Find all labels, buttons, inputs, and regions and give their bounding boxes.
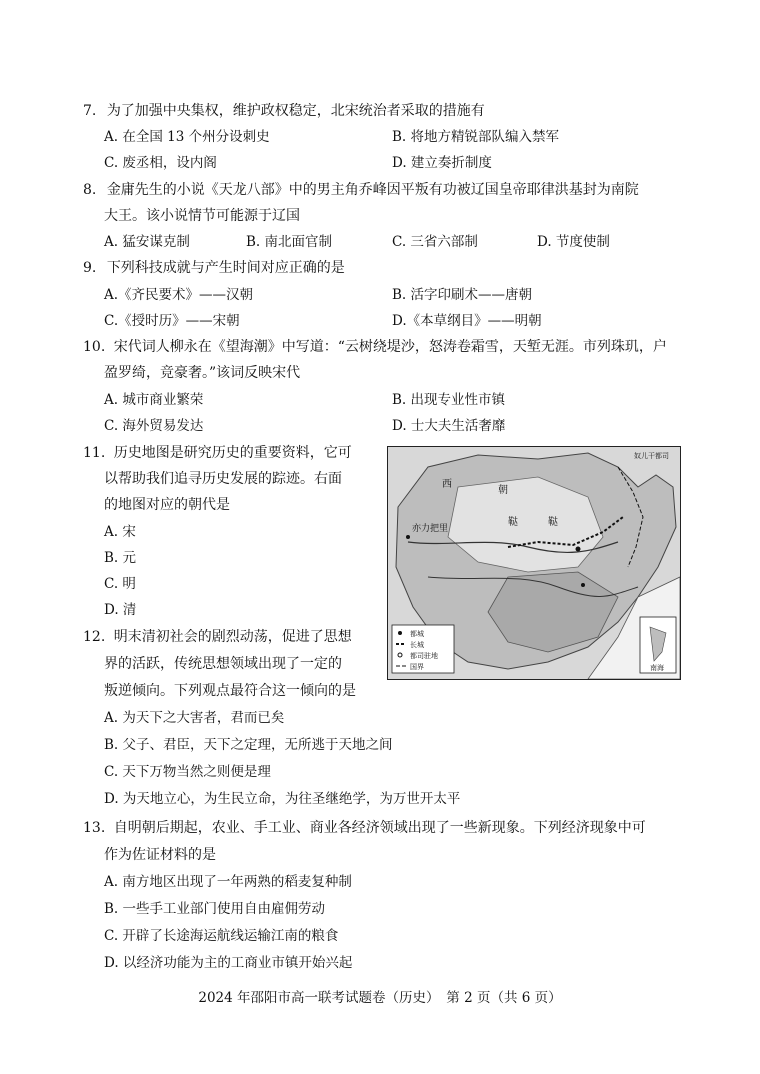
option-d[interactable]: D. 士大夫生活奢靡 (392, 418, 506, 434)
option-c[interactable]: C. 海外贸易发达 (104, 418, 204, 434)
option-d[interactable]: D. 建立奏折制度 (392, 155, 492, 171)
question-13 (83, 818, 646, 838)
question-9 (83, 258, 345, 278)
option-a[interactable]: A. 宋 (104, 524, 136, 540)
question-stem: 明末清初社会的剧烈动荡，促进了思想 (113, 629, 352, 645)
question-stem: 金庸先生的小说《天龙八部》中的男主角乔峰因平叛有功被辽国皇帝耶律洪基封为南院 (106, 182, 639, 198)
question-8 (83, 180, 639, 200)
historical-map (387, 446, 681, 680)
question-stem: 下列科技成就与产生时间对应正确的是 (106, 260, 345, 276)
question-stem: 为了加强中央集权，维护政权稳定，北宋统治者采取的措施有 (106, 103, 485, 119)
map-label: 西 (442, 479, 452, 490)
option-b[interactable]: B. 活字印刷术——唐朝 (392, 287, 533, 303)
option-b[interactable]: B. 将地方精锐部队编入禁军 (392, 129, 560, 145)
question-stem-line: 叛逆倾向。下列观点最符合这一倾向的是 (104, 683, 356, 699)
option-b[interactable]: B. 南北面官制 (246, 234, 333, 250)
map-label: 南海 (650, 664, 664, 672)
map-drawing (388, 447, 680, 679)
option-d[interactable]: D. 节度使制 (537, 234, 610, 250)
legend-item: 长城 (410, 641, 424, 649)
question-12 (83, 627, 352, 647)
question-number: 13. (83, 820, 106, 836)
page-footer: 2024 年邵阳市高一联考试题卷（历史） 第 2 页（共 6 页） (198, 990, 562, 1006)
option-d[interactable]: D. 清 (104, 602, 137, 618)
map-label: 鞑 (508, 517, 518, 528)
legend-item: 都城 (410, 630, 424, 638)
question-11 (83, 443, 352, 463)
question-number: 10. (83, 339, 106, 355)
question-stem-line: 界的活跃，传统思想领域出现了一定的 (104, 656, 342, 672)
option-b[interactable]: B. 元 (104, 550, 137, 566)
option-b[interactable]: B. 一些手工业部门使用自由雇佣劳动 (104, 901, 326, 917)
option-c[interactable]: C.《授时历》——宋朝 (104, 313, 240, 329)
question-10 (83, 337, 667, 357)
option-c[interactable]: C. 天下万物当然之则便是理 (104, 764, 271, 780)
question-number: 9. (83, 260, 97, 276)
option-a[interactable]: A. 猛安谋克制 (104, 234, 190, 250)
question-stem-line: 以帮助我们追寻历史发展的踪迹。右面 (104, 471, 342, 487)
option-c[interactable]: C. 三省六部制 (392, 234, 478, 250)
legend-item: 都司驻地 (410, 652, 438, 660)
question-stem: 宋代词人柳永在《望海潮》中写道：“云树绕堤沙，怒涛卷霜雪，天堑无涯。市列珠玑，户 (113, 339, 667, 355)
map-label: 亦力把里 (412, 524, 449, 534)
option-a[interactable]: A. 城市商业繁荣 (104, 392, 204, 408)
question-stem-line: 作为佐证材料的是 (104, 847, 216, 863)
option-a[interactable]: A. 为天下之大害者，君而已矣 (104, 710, 285, 726)
option-a[interactable]: A.《齐民要术》——汉朝 (104, 287, 254, 303)
option-a[interactable]: A. 在全国 13 个州分设刺史 (104, 129, 270, 145)
question-7 (83, 101, 485, 121)
question-stem: 自明朝后期起，农业、手工业、商业各经济领域出现了一些新现象。下列经济现象中可 (113, 820, 646, 836)
question-number: 7. (83, 103, 97, 119)
map-label: 奴儿干都司 (634, 452, 669, 460)
option-b[interactable]: B. 父子、君臣，天下之定理，无所逃于天地之间 (104, 737, 393, 753)
option-d[interactable]: D.《本草纲目》——明朝 (392, 313, 542, 329)
option-d[interactable]: D. 以经济功能为主的工商业市镇开始兴起 (104, 955, 353, 971)
map-label: 鞑 (548, 517, 558, 528)
option-d[interactable]: D. 为天地立心，为生民立命，为往圣继绝学，为万世开太平 (104, 791, 461, 807)
option-c[interactable]: C. 明 (104, 576, 136, 592)
option-a[interactable]: A. 南方地区出现了一年两熟的稻麦复种制 (104, 874, 352, 890)
question-number: 8. (83, 182, 97, 198)
legend-item: 国界 (410, 663, 424, 671)
question-number: 11. (83, 445, 106, 461)
map-label: 朝 (498, 485, 508, 496)
question-stem-line: 大王。该小说情节可能源于辽国 (104, 208, 300, 224)
question-stem-line: 的地图对应的朝代是 (104, 497, 230, 513)
option-c[interactable]: C. 开辟了长途海运航线运输江南的粮食 (104, 928, 339, 944)
question-stem: 历史地图是研究历史的重要资料，它可 (113, 445, 352, 461)
question-number: 12. (83, 629, 106, 645)
question-stem-line: 盈罗绮，竞豪奢。”该词反映宋代 (104, 365, 301, 381)
option-c[interactable]: C. 废丞相，设内阁 (104, 155, 217, 171)
option-b[interactable]: B. 出现专业性市镇 (392, 392, 506, 408)
